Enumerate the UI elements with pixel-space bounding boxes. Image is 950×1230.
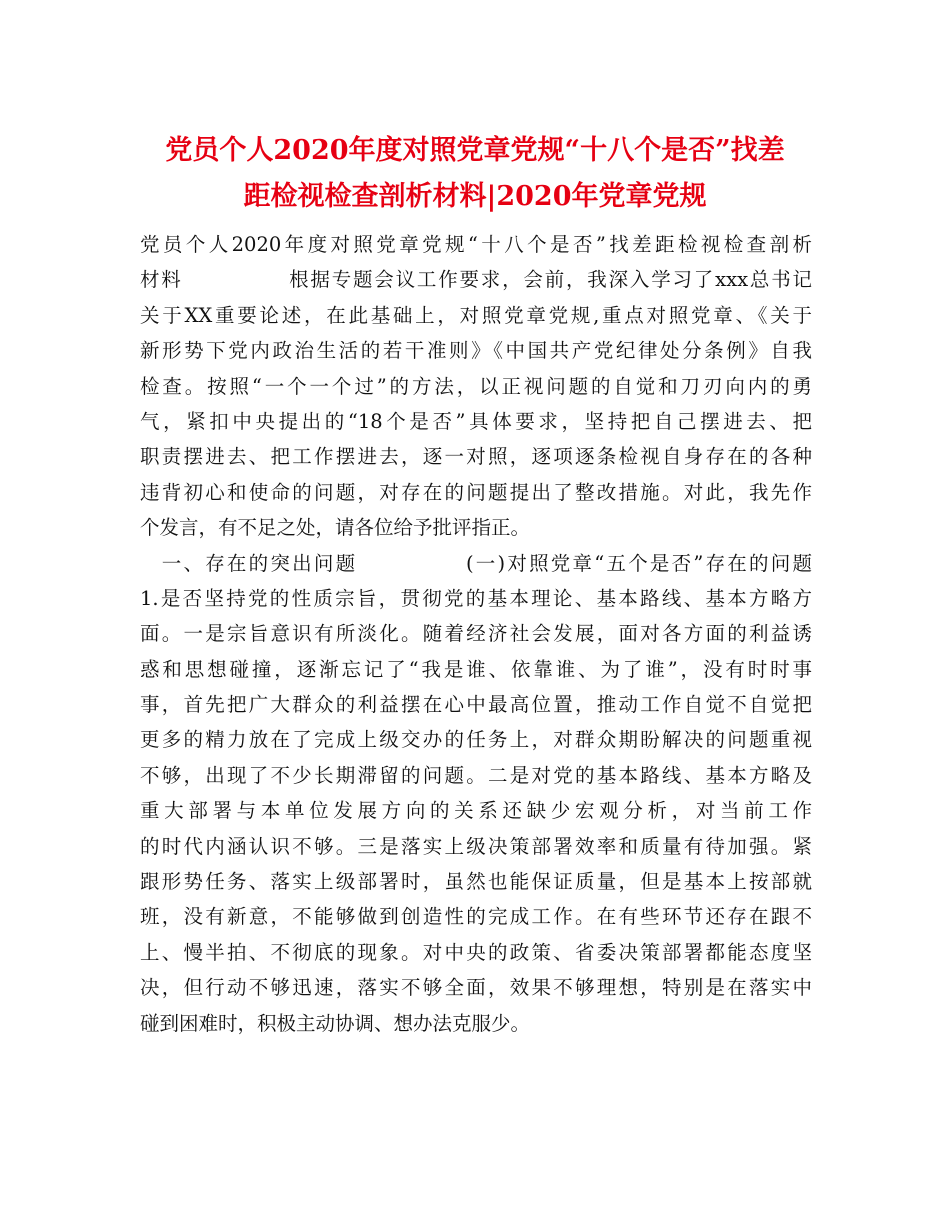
body-line: 职责摆进去、把工作摆进去，逐一对照，逐项逐条检视自身存在的各种 [140,445,812,469]
body-line: 更多的精力放在了完成上级交办的任务上，对群众期盼解决的问题重视 [140,728,812,752]
body-line: 上、慢半拍、不彻底的现象。对中央的政策、省委决策部署都能态度坚 [140,940,812,964]
body-line: 1.是否坚持党的性质宗旨，贯彻党的基本理论、基本路线、基本方略方 [140,586,812,610]
body-line: 一、存在的突出问题 (一)对照党章“五个是否”存在的问题 [140,551,812,575]
document-title [120,128,830,220]
body-line: 重大部署与本单位发展方向的关系还缺少宏观分析，对当前工作 [140,799,812,823]
body-line: 事，首先把广大群众的利益摆在心中最高位置，推动工作自觉不自觉把 [140,693,812,717]
body-line: 碰到困难时，积极主动协调、想办法克服少。 [140,1011,531,1035]
body-line: 气，紧扣中央提出的“18个是否”具体要求，坚持把自己摆进去、把 [140,409,812,433]
body-line: 的时代内涵认识不够。三是落实上级决策部署效率和质量有待加强。紧 [140,834,812,858]
body-line: 决，但行动不够迅速，落实不够全面，效果不够理想，特别是在落实中 [140,976,812,1000]
body-line: 面。一是宗旨意识有所淡化。随着经济社会发展，面对各方面的利益诱 [140,622,812,646]
body-line: 惑和思想碰撞，逐渐忘记了“我是谁、依靠谁、为了谁”，没有时时事 [140,657,812,681]
document-body [140,227,812,1041]
body-line: 跟形势任务、落实上级部署时，虽然也能保证质量，但是基本上按部就 [140,870,812,894]
title-line: 距检视检查剖析材料|2020年党章党规 [243,181,707,212]
body-line: 违背初心和使命的问题，对存在的问题提出了整改措施。对此，我先作 [140,480,812,504]
body-line: 新形势下党内政治生活的若干准则》《中国共产党纪律处分条例》自我 [140,339,812,363]
body-line: 个发言，有不足之处，请各位给予批评指正。 [140,516,531,540]
body-line: 班，没有新意，不能够做到创造性的完成工作。在有些环节还存在跟不 [140,905,812,929]
body-line: 材料 根据专题会议工作要求，会前，我深入学习了xxx总书记 [140,268,812,292]
body-line: 关于XX重要论述，在此基础上，对照党章党规,重点对照党章、《关于 [140,303,812,327]
body-line: 党员个人2020年度对照党章党规“十八个是否”找差距检视检查剖析 [140,233,812,256]
body-line: 检查。按照“一个一个过”的方法，以正视问题的自觉和刀刃向内的勇 [140,374,812,398]
body-line: 不够，出现了不少长期滞留的问题。二是对党的基本路线、基本方略及 [140,763,812,787]
title-line: 党员个人2020年度对照党章党规“十八个是否”找差 [165,135,785,166]
